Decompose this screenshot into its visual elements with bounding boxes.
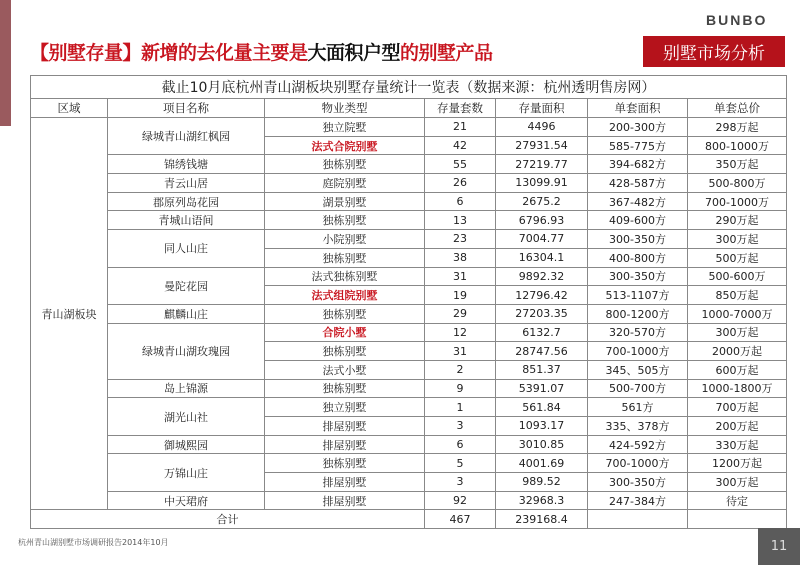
- project-name-cell: 青云山居: [108, 174, 265, 193]
- inventory-count-cell: 3: [425, 417, 496, 436]
- inventory-area-cell: 27203.35: [496, 304, 588, 323]
- unit-price-cell: 300万起: [688, 473, 787, 492]
- empty-cell: [588, 510, 688, 529]
- unit-area-cell: 394-682方: [588, 155, 688, 174]
- unit-price-cell: 1200万起: [688, 454, 787, 473]
- table-row: [31, 118, 787, 137]
- region-cell: 青山湖板块: [31, 118, 108, 510]
- property-type-cell: 独栋别墅: [265, 211, 425, 230]
- project-name-cell: 同人山庄: [108, 230, 265, 267]
- unit-area-cell: 500-700方: [588, 379, 688, 398]
- property-type-cell: 法式小墅: [265, 360, 425, 379]
- inventory-count-cell: 23: [425, 230, 496, 249]
- unit-price-cell: 330万起: [688, 435, 787, 454]
- unit-price-cell: 850万起: [688, 286, 787, 305]
- unit-area-cell: 700-1000方: [588, 454, 688, 473]
- inventory-count-cell: 92: [425, 491, 496, 510]
- project-name-cell: 锦绣钱塘: [108, 155, 265, 174]
- inventory-count-cell: 31: [425, 267, 496, 286]
- inventory-count-cell: 6: [425, 435, 496, 454]
- inventory-area-cell: 4001.69: [496, 454, 588, 473]
- inventory-area-cell: 851.37: [496, 360, 588, 379]
- unit-price-cell: 350万起: [688, 155, 787, 174]
- inventory-count-cell: 9: [425, 379, 496, 398]
- property-type-cell: 独栋别墅: [265, 155, 425, 174]
- property-type-cell: 排屋别墅: [265, 417, 425, 436]
- unit-area-cell: 424-592方: [588, 435, 688, 454]
- table-row: [31, 230, 787, 249]
- inventory-area-cell: 27931.54: [496, 136, 588, 155]
- title-part-3: 的别墅产品: [400, 42, 493, 64]
- empty-cell: [688, 510, 787, 529]
- unit-area-cell: 513-1107方: [588, 286, 688, 305]
- footer-text: 杭州青山湖别墅市场调研报告2014年10月: [18, 538, 169, 547]
- unit-price-cell: 待定: [688, 491, 787, 510]
- project-name-cell: 绿城青山湖玫瑰园: [108, 323, 265, 379]
- unit-price-cell: 1000-1800万: [688, 379, 787, 398]
- project-name-cell: 曼陀花园: [108, 267, 265, 304]
- property-type-cell: 排屋别墅: [265, 491, 425, 510]
- property-type-cell: 合院小墅: [265, 323, 425, 342]
- property-type-cell: 法式合院别墅: [265, 136, 425, 155]
- unit-price-cell: 800-1000万: [688, 136, 787, 155]
- unit-area-cell: 409-600方: [588, 211, 688, 230]
- unit-area-cell: 367-482方: [588, 192, 688, 211]
- inventory-count-cell: 19: [425, 286, 496, 305]
- total-area: 239168.4: [496, 510, 588, 529]
- table-row: [31, 454, 787, 473]
- unit-area-cell: 335、378方: [588, 417, 688, 436]
- unit-area-cell: 200-300方: [588, 118, 688, 137]
- inventory-area-cell: 3010.85: [496, 435, 588, 454]
- unit-price-cell: 290万起: [688, 211, 787, 230]
- unit-price-cell: 300万起: [688, 323, 787, 342]
- inventory-count-cell: 38: [425, 248, 496, 267]
- unit-price-cell: 298万起: [688, 118, 787, 137]
- inventory-count-cell: 1: [425, 398, 496, 417]
- page-title: [30, 38, 493, 65]
- table-row: [31, 398, 787, 417]
- property-type-cell: 独立别墅: [265, 398, 425, 417]
- unit-area-cell: 247-384方: [588, 491, 688, 510]
- unit-price-cell: 500-800万: [688, 174, 787, 193]
- inventory-count-cell: 3: [425, 473, 496, 492]
- section-badge: 别墅市场分析: [643, 36, 785, 67]
- inventory-area-cell: 12796.42: [496, 286, 588, 305]
- unit-price-cell: 300万起: [688, 230, 787, 249]
- property-type-cell: 独栋别墅: [265, 304, 425, 323]
- inventory-area-cell: 5391.07: [496, 379, 588, 398]
- unit-price-cell: 200万起: [688, 417, 787, 436]
- table-row: [31, 174, 787, 193]
- unit-area-cell: 300-350方: [588, 267, 688, 286]
- project-name-cell: 御城熙园: [108, 435, 265, 454]
- unit-price-cell: 2000万起: [688, 342, 787, 361]
- column-header: 存量面积: [496, 99, 588, 118]
- inventory-count-cell: 21: [425, 118, 496, 137]
- inventory-area-cell: 32968.3: [496, 491, 588, 510]
- unit-price-cell: 1000-7000万: [688, 304, 787, 323]
- property-type-cell: 湖景别墅: [265, 192, 425, 211]
- inventory-area-cell: 27219.77: [496, 155, 588, 174]
- project-name-cell: 青城山语间: [108, 211, 265, 230]
- inventory-count-cell: 31: [425, 342, 496, 361]
- unit-area-cell: 400-800方: [588, 248, 688, 267]
- table-caption: 截止10月底杭州青山湖板块别墅存量统计一览表（数据来源：杭州透明售房网）: [31, 76, 787, 99]
- total-count: 467: [425, 510, 496, 529]
- property-type-cell: 排屋别墅: [265, 435, 425, 454]
- table-row: [31, 211, 787, 230]
- project-name-cell: 岛上锦源: [108, 379, 265, 398]
- column-header: 单套总价: [688, 99, 787, 118]
- project-name-cell: 绿城青山湖红枫园: [108, 118, 265, 155]
- column-header: 存量套数: [425, 99, 496, 118]
- table-row: [31, 155, 787, 174]
- total-label: 合计: [31, 510, 425, 529]
- property-type-cell: 法式独栋别墅: [265, 267, 425, 286]
- project-name-cell: 万锦山庄: [108, 454, 265, 491]
- sidebar-accent-bar: [0, 0, 11, 126]
- inventory-area-cell: 2675.2: [496, 192, 588, 211]
- inventory-count-cell: 5: [425, 454, 496, 473]
- title-part-2: 大面积户型: [307, 42, 401, 64]
- table-row: [31, 379, 787, 398]
- unit-area-cell: 700-1000方: [588, 342, 688, 361]
- unit-area-cell: 800-1200方: [588, 304, 688, 323]
- unit-area-cell: 300-350方: [588, 230, 688, 249]
- inventory-area-cell: 16304.1: [496, 248, 588, 267]
- project-name-cell: 郡原列岛花园: [108, 192, 265, 211]
- property-type-cell: 法式组院别墅: [265, 286, 425, 305]
- inventory-area-cell: 1093.17: [496, 417, 588, 436]
- table-row: [31, 323, 787, 342]
- inventory-area-cell: 4496: [496, 118, 588, 137]
- unit-price-cell: 700-1000万: [688, 192, 787, 211]
- table-row: [31, 491, 787, 510]
- unit-area-cell: 320-570方: [588, 323, 688, 342]
- table-row: [31, 192, 787, 211]
- unit-price-cell: 500-600万: [688, 267, 787, 286]
- inventory-count-cell: 2: [425, 360, 496, 379]
- inventory-count-cell: 26: [425, 174, 496, 193]
- unit-area-cell: 428-587方: [588, 174, 688, 193]
- unit-area-cell: 300-350方: [588, 473, 688, 492]
- unit-price-cell: 500万起: [688, 248, 787, 267]
- inventory-area-cell: 13099.91: [496, 174, 588, 193]
- unit-price-cell: 700万起: [688, 398, 787, 417]
- table-row: [31, 304, 787, 323]
- project-name-cell: 麒麟山庄: [108, 304, 265, 323]
- property-type-cell: 独栋别墅: [265, 342, 425, 361]
- inventory-count-cell: 6: [425, 192, 496, 211]
- column-header: 区域: [31, 99, 108, 118]
- inventory-area-cell: 6132.7: [496, 323, 588, 342]
- inventory-area-cell: 989.52: [496, 473, 588, 492]
- inventory-area-cell: 9892.32: [496, 267, 588, 286]
- table-row: [31, 267, 787, 286]
- unit-area-cell: 345、505方: [588, 360, 688, 379]
- inventory-count-cell: 13: [425, 211, 496, 230]
- page-number: 11: [758, 528, 800, 565]
- column-header: 项目名称: [108, 99, 265, 118]
- inventory-area-cell: 561.84: [496, 398, 588, 417]
- project-name-cell: 中天珺府: [108, 491, 265, 510]
- table-row: [31, 435, 787, 454]
- property-type-cell: 小院别墅: [265, 230, 425, 249]
- table-header-row: [31, 99, 787, 118]
- bunbo-logo: BUNBO: [706, 12, 768, 28]
- project-name-cell: 湖光山社: [108, 398, 265, 435]
- unit-area-cell: 561方: [588, 398, 688, 417]
- column-header: 物业类型: [265, 99, 425, 118]
- inventory-count-cell: 42: [425, 136, 496, 155]
- inventory-area-cell: 28747.56: [496, 342, 588, 361]
- property-type-cell: 独栋别墅: [265, 379, 425, 398]
- property-type-cell: 庭院别墅: [265, 174, 425, 193]
- column-header: 单套面积: [588, 99, 688, 118]
- property-type-cell: 独栋别墅: [265, 454, 425, 473]
- inventory-count-cell: 29: [425, 304, 496, 323]
- total-row: [31, 510, 787, 529]
- unit-area-cell: 585-775方: [588, 136, 688, 155]
- inventory-count-cell: 55: [425, 155, 496, 174]
- inventory-area-cell: 6796.93: [496, 211, 588, 230]
- property-type-cell: 排屋别墅: [265, 473, 425, 492]
- inventory-table: [30, 75, 787, 529]
- title-part-1: 【别墅存量】新增的去化量主要是: [30, 42, 308, 64]
- property-type-cell: 独栋别墅: [265, 248, 425, 267]
- property-type-cell: 独立院墅: [265, 118, 425, 137]
- unit-price-cell: 600万起: [688, 360, 787, 379]
- inventory-count-cell: 12: [425, 323, 496, 342]
- inventory-area-cell: 7004.77: [496, 230, 588, 249]
